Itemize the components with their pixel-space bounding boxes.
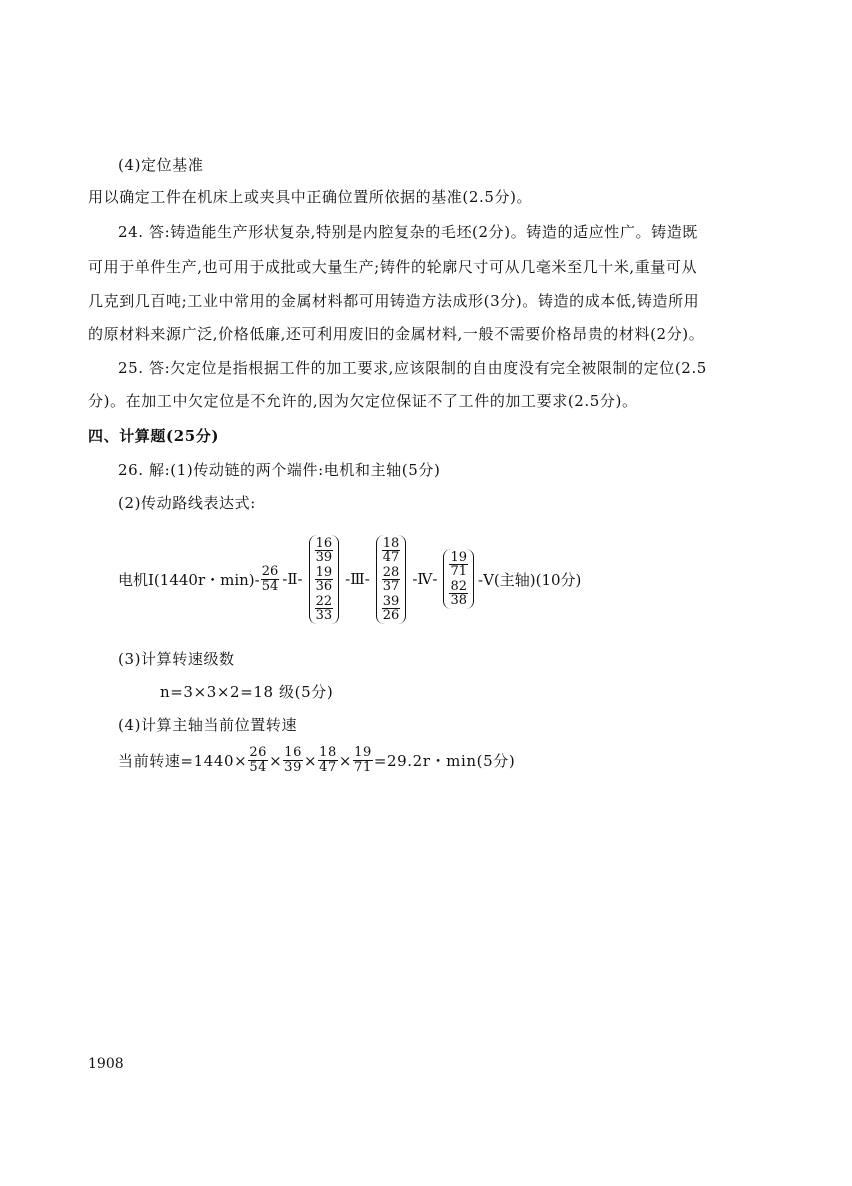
item-4-text: 用以确定工件在机床上或夹具中正确位置所依据的基准(2.5分)。 <box>88 188 533 206</box>
gear-group-1 <box>309 535 340 624</box>
fraction: $\frac{19}{71}$ <box>450 550 467 579</box>
answer-24-line4: 的原材料来源广泛,价格低廉,还可利用废旧的金属材料,一般不需要价格昂贵的材料(2分)。 <box>88 325 705 343</box>
times-sign: × <box>269 751 283 770</box>
section-heading: 四、计算题(25分) <box>88 427 220 445</box>
answer-26-part4-heading: (4)计算主轴当前位置转速 <box>118 716 298 734</box>
answer-26-part2-heading: (2)传动路线表达式: <box>118 494 256 512</box>
answer-26-part3-heading: (3)计算转速级数 <box>118 650 235 668</box>
page-number: 1908 <box>88 1056 124 1072</box>
fraction: $\frac{28}{37}$ <box>382 564 400 594</box>
fraction: $\frac{18}{47}$ <box>319 745 337 775</box>
answer-24-line1: 24. 答:铸造能生产形状复杂,特别是内腔复杂的毛坯(2分)。铸造的适应性广。铸造既 <box>118 223 698 241</box>
fraction: $\frac{18}{47}$ <box>382 535 400 565</box>
fraction: $\frac{16}{39}$ <box>315 535 333 565</box>
gear-group-2 <box>376 535 407 624</box>
item-4-heading: (4)定位基准 <box>118 156 204 174</box>
fraction: $\frac{19}{71}$ <box>354 745 372 775</box>
answer-24-line2: 可用于单件生产,也可用于成批或大量生产;铸件的轮廓尺寸可从几毫米至几十米,重量可从 <box>88 258 698 276</box>
fraction: $\frac{26}{54}$ <box>249 745 268 775</box>
transmission-route-formula <box>118 524 581 634</box>
answer-25-line2: 分)。在加工中欠定位是不允许的,因为欠定位保证不了工件的加工要求(2.5分)。 <box>88 392 638 410</box>
shaft-label: -Ⅱ- <box>282 570 303 588</box>
shaft-label: -Ⅳ- <box>412 570 438 588</box>
current-speed-formula <box>118 746 515 775</box>
times-sign: × <box>338 751 353 770</box>
answer-24-line3: 几克到几百吨;工业中常用的金属材料都可用铸造方法成形(3分)。铸造的成本低,铸造所用 <box>88 292 700 310</box>
fraction: $\frac{39}{26}$ <box>382 593 400 623</box>
fraction: $\frac{16}{39}$ <box>284 745 302 775</box>
shaft-label: -Ⅲ- <box>345 570 370 588</box>
answer-25-line1: 25. 答:欠定位是指根据工件的加工要求,应该限制的自由度没有完全被限制的定位(2.5 <box>118 359 707 377</box>
formula-end: =29.2r・min(5分) <box>373 752 516 770</box>
answer-26-part1: 26. 解:(1)传动链的两个端件:电机和主轴(5分) <box>118 461 441 479</box>
formula-start: 电机Ⅰ(1440r・min)- <box>118 570 260 589</box>
times-sign: × <box>303 751 318 770</box>
fraction: $\frac{26}{54}$ <box>261 563 279 594</box>
gear-group-3 <box>443 549 474 609</box>
fraction: $\frac{19}{36}$ <box>315 564 333 594</box>
fraction: $\frac{22}{33}$ <box>315 593 333 623</box>
fraction: $\frac{82}{38}$ <box>450 579 467 608</box>
formula-end: -Ⅴ(主轴)(10分) <box>478 570 582 589</box>
formula-start: 当前转速=1440× <box>118 752 248 770</box>
speed-levels-formula: n=3×3×2=18 级(5分) <box>160 683 334 701</box>
